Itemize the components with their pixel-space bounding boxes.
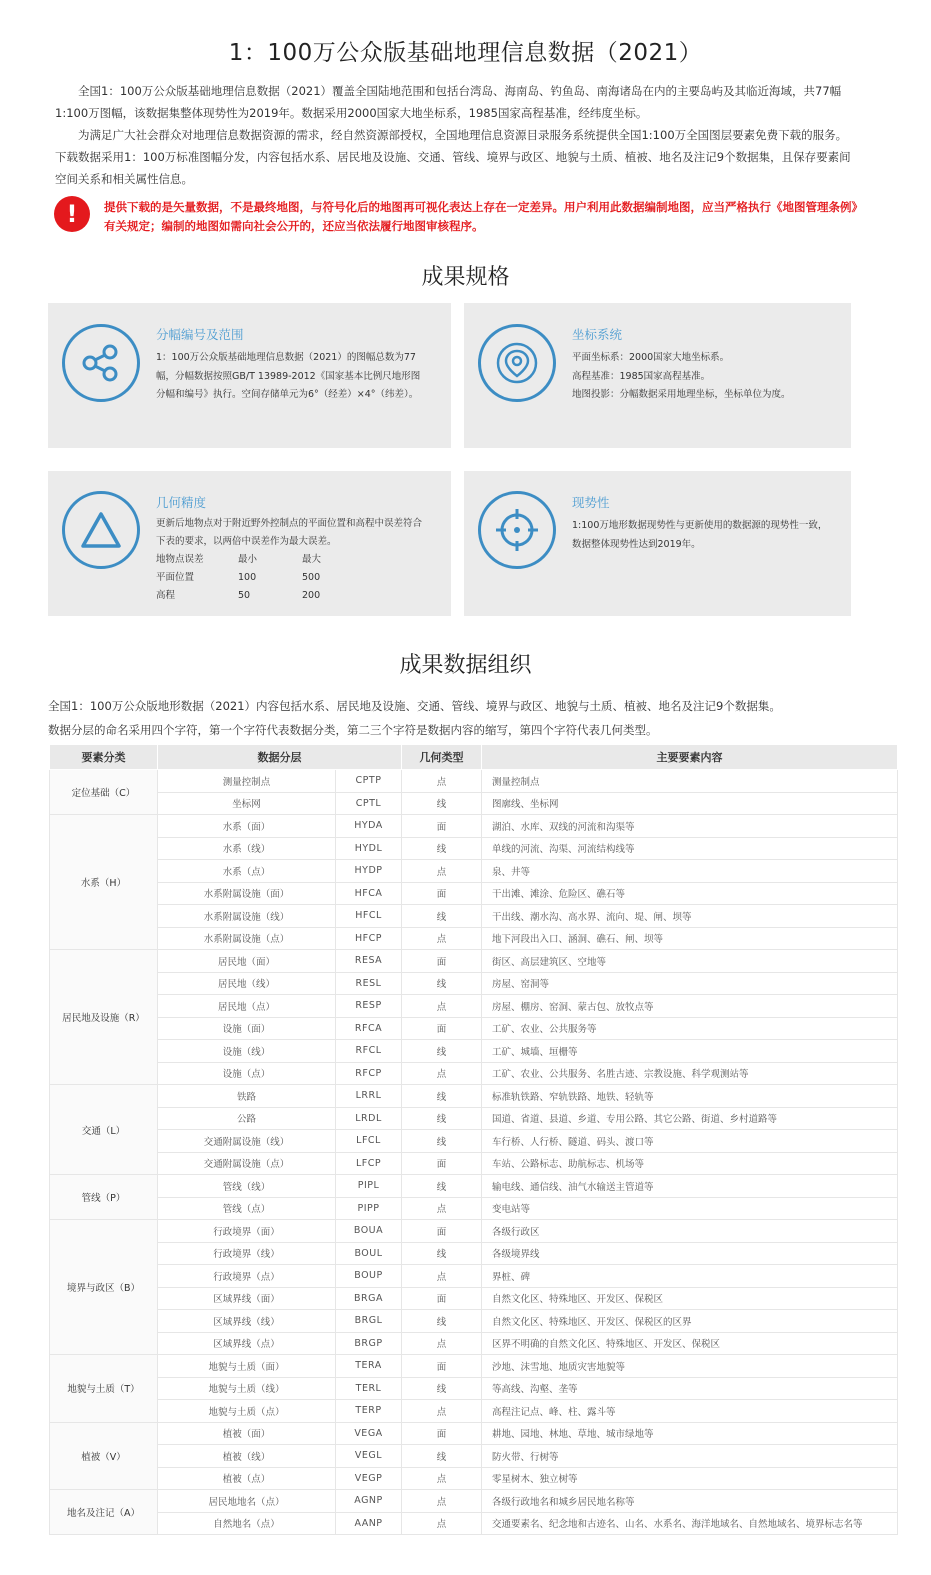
card-title: 分幅编号及范围 [156, 327, 244, 342]
data-org-text [48, 694, 898, 742]
cell-content: 工矿、农业、公共服务、名胜古迹、宗教设施、科学观测站等 [482, 1062, 898, 1085]
cell-geometry: 线 [402, 972, 482, 995]
cell-geometry: 线 [402, 1130, 482, 1153]
card-body: 1:100万地形数据现势性与更新使用的数据源的现势性一致，数据整体现势性达到2019年。 [572, 520, 828, 550]
cell-geometry: 面 [402, 815, 482, 838]
cell-geometry: 线 [402, 905, 482, 928]
table-row [50, 882, 898, 905]
cell-layer-name: 居民地（点） [158, 995, 336, 1018]
cell-geometry: 点 [402, 927, 482, 950]
cell-layer-name: 居民地（线） [158, 972, 336, 995]
cell-content: 界桩、碑 [482, 1265, 898, 1288]
cell-geometry: 线 [402, 1107, 482, 1130]
cell-geometry: 面 [402, 950, 482, 973]
table-row [50, 927, 898, 950]
coord-line-projection: 地图投影：分幅数据采用地理坐标，坐标单位为度。 [572, 389, 791, 400]
cell-layer-code: TERP [336, 1400, 402, 1423]
cell-geometry: 点 [402, 1062, 482, 1085]
cell-content: 各级境界线 [482, 1242, 898, 1265]
cell-layer-name: 地貌与土质（点） [158, 1400, 336, 1423]
cell-layer-code: RESA [336, 950, 402, 973]
table-row [50, 995, 898, 1018]
cell-geometry: 线 [402, 1242, 482, 1265]
accuracy-description: 更新后地物点对于附近野外控制点的平面位置和高程中误差符合下表的要求，以两倍中误差作为最大误差。 [156, 518, 423, 547]
cell-layer-code: LRDL [336, 1107, 402, 1130]
cell-layer-name: 水系附属设施（面） [158, 882, 336, 905]
cell-content: 图廓线、坐标网 [482, 792, 898, 815]
cell-geometry: 点 [402, 770, 482, 793]
card-title: 坐标系统 [572, 327, 623, 342]
cell-content: 车站、公路标志、助航标志、机场等 [482, 1152, 898, 1175]
data-org-line-2: 数据分层的命名采用四个字符，第一个字符代表数据分类，第二三个字符是数据内容的缩写，第四个字符代表几何类型。 [48, 723, 658, 737]
cell-content: 街区、高层建筑区、空地等 [482, 950, 898, 973]
intro-paragraph-2: 为满足广大社会群众对地理信息数据资源的需求，经自然资源部授权，全国地理信息资源目录服务系统提供全国1:100万全国图层要素免费下载的服务。下载数据采用1：100万标准图幅分发，内容包括水系、居民地及设施、交通、管线、境界与政区、地貌与土质、植被、地名及注记9个数据集，且保存要素间空间关系和相关属性信息。 [55, 128, 851, 186]
cell-layer-code: AANP [336, 1512, 402, 1535]
cell-content: 地下河段出入口、涵洞、礁石、闸、坝等 [482, 927, 898, 950]
cell-layer-name: 居民地（面） [158, 950, 336, 973]
cell-layer-code: BOUP [336, 1265, 402, 1288]
card-sheet-range [48, 303, 451, 448]
cell-layer-code: HFCP [336, 927, 402, 950]
table-row [50, 1175, 898, 1198]
exclamation-icon: ! [54, 196, 90, 232]
cell-layer-code: LFCP [336, 1152, 402, 1175]
cell-category: 管线（P） [50, 1175, 158, 1220]
table-row [50, 1422, 898, 1445]
cell-content: 干出线、潮水沟、高水界、流向、堤、闸、坝等 [482, 905, 898, 928]
card-title: 几何精度 [156, 495, 207, 510]
cell-layer-code: TERL [336, 1377, 402, 1400]
accuracy-table-row [156, 587, 426, 605]
cell-layer-code: RFCP [336, 1062, 402, 1085]
table-row [50, 1400, 898, 1423]
accuracy-header-cell: 地物点误差 [156, 554, 204, 565]
cell-geometry: 面 [402, 1152, 482, 1175]
cell-category: 境界与政区（B） [50, 1220, 158, 1355]
cell-geometry: 点 [402, 1400, 482, 1423]
table-row [50, 1490, 898, 1513]
intro-paragraph-1: 全国1：100万公众版基础地理信息数据（2021）覆盖全国陆地范围和包括台湾岛、海南岛、钓鱼岛、南海诸岛在内的主要岛屿及其临近海域，共77幅1:100万图幅，该数据集整体现势性为2019年。数据采用2000国家大地坐标系，1985国家高程基准，经纬度坐标。 [55, 84, 842, 120]
table-row [50, 1130, 898, 1153]
cell-layer-code: PIPL [336, 1175, 402, 1198]
table-row [50, 792, 898, 815]
accuracy-header-cell: 最小 [238, 554, 258, 565]
cell-layer-code: LFCL [336, 1130, 402, 1153]
header-geometry: 几何类型 [402, 745, 482, 770]
cell-layer-code: PIPP [336, 1197, 402, 1220]
card-coordinate-system [464, 303, 851, 448]
table-row [50, 1355, 898, 1378]
cell-layer-code: RFCL [336, 1040, 402, 1063]
cell-layer-code: RESL [336, 972, 402, 995]
cell-content: 自然文化区、特殊地区、开发区、保税区的区界 [482, 1310, 898, 1333]
cell-layer-code: RFCA [336, 1017, 402, 1040]
cell-geometry: 点 [402, 1197, 482, 1220]
cell-content: 各级行政地名和城乡居民地名称等 [482, 1490, 898, 1513]
cell-layer-code: RESP [336, 995, 402, 1018]
table-row [50, 950, 898, 973]
cell-geometry: 面 [402, 882, 482, 905]
cell-content: 湖泊、水库、双线的河流和沟渠等 [482, 815, 898, 838]
warning-notice [52, 196, 862, 236]
cell-layer-code: HFCA [336, 882, 402, 905]
accuracy-cell: 500 [302, 572, 321, 583]
cell-layer-name: 水系（线） [158, 837, 336, 860]
card-currency [464, 471, 851, 616]
cell-geometry: 面 [402, 1017, 482, 1040]
cell-layer-name: 公路 [158, 1107, 336, 1130]
accuracy-cell: 50 [238, 590, 251, 601]
cell-content: 等高线、沟壑、垄等 [482, 1377, 898, 1400]
table-row [50, 1512, 898, 1535]
cell-content: 工矿、农业、公共服务等 [482, 1017, 898, 1040]
cell-geometry: 点 [402, 1490, 482, 1513]
cell-layer-code: LRRL [336, 1085, 402, 1108]
cell-content: 泉、井等 [482, 860, 898, 883]
accuracy-cell: 200 [302, 590, 321, 601]
accuracy-cell: 平面位置 [156, 572, 195, 583]
cell-category: 定位基础（C） [50, 770, 158, 815]
cell-layer-code: CPTL [336, 792, 402, 815]
table-header-row [50, 745, 898, 770]
table-row [50, 1085, 898, 1108]
cell-category: 地名及注记（A） [50, 1490, 158, 1535]
cell-layer-name: 行政境界（线） [158, 1242, 336, 1265]
cell-content: 输电线、通信线、油气水输送主管道等 [482, 1175, 898, 1198]
table-row [50, 1017, 898, 1040]
cell-content: 房屋、窑洞等 [482, 972, 898, 995]
coord-line-plane: 平面坐标系：2000国家大地坐标系。 [572, 352, 730, 363]
cell-geometry: 线 [402, 1175, 482, 1198]
cell-geometry: 面 [402, 1422, 482, 1445]
header-content: 主要要素内容 [482, 745, 898, 770]
cell-content: 工矿、城墙、垣栅等 [482, 1040, 898, 1063]
cell-content: 国道、省道、县道、乡道、专用公路、其它公路、街道、乡村道路等 [482, 1107, 898, 1130]
table-row [50, 1220, 898, 1243]
cell-layer-code: BRGP [336, 1332, 402, 1355]
table-row [50, 837, 898, 860]
table-row [50, 1107, 898, 1130]
table-row [50, 1062, 898, 1085]
intro-text [55, 80, 855, 190]
header-layer: 数据分层 [158, 745, 402, 770]
coord-line-height: 高程基准：1985国家高程基准。 [572, 370, 711, 382]
cell-content: 房屋、棚房、窑洞、蒙古包、放牧点等 [482, 995, 898, 1018]
table-row [50, 1040, 898, 1063]
cell-layer-code: BRGL [336, 1310, 402, 1333]
cell-layer-name: 测量控制点 [158, 770, 336, 793]
cell-layer-code: VEGA [336, 1422, 402, 1445]
cell-layer-name: 水系（面） [158, 815, 336, 838]
cell-layer-name: 铁路 [158, 1085, 336, 1108]
cell-geometry: 点 [402, 1265, 482, 1288]
table-row [50, 1332, 898, 1355]
share-icon [62, 324, 140, 402]
table-row [50, 1152, 898, 1175]
cell-layer-name: 管线（点） [158, 1197, 336, 1220]
cell-layer-code: AGNP [336, 1490, 402, 1513]
cell-layer-name: 设施（面） [158, 1017, 336, 1040]
table-row [50, 860, 898, 883]
card-body: 1：100万公众版基础地理信息数据（2021）的图幅总数为77幅，分幅数据按照GB/T 13989-2012《国家基本比例尺地形图分幅和编号》执行。空间存储单元为6°（经差）×4°（纬差）。 [156, 352, 421, 400]
cell-content: 高程注记点、峰、柱、露斗等 [482, 1400, 898, 1423]
cell-layer-name: 区域界线（面） [158, 1287, 336, 1310]
cell-layer-code: HFCL [336, 905, 402, 928]
cell-layer-code: VEGP [336, 1467, 402, 1490]
cell-layer-code: HYDL [336, 837, 402, 860]
data-layer-table [49, 744, 898, 1535]
data-org-line-1: 全国1：100万公众版地形数据（2021）内容包括水系、居民地及设施、交通、管线、境界与政区、地貌与土质、植被、地名及注记9个数据集。 [48, 699, 781, 713]
cell-layer-code: VEGL [336, 1445, 402, 1468]
cell-geometry: 点 [402, 1467, 482, 1490]
cell-layer-code: BOUL [336, 1242, 402, 1265]
cell-layer-code: TERA [336, 1355, 402, 1378]
card-geometric-accuracy [48, 471, 451, 616]
cell-content: 各级行政区 [482, 1220, 898, 1243]
cell-content: 零星树木、独立树等 [482, 1467, 898, 1490]
accuracy-cell: 高程 [156, 590, 176, 601]
cell-layer-name: 自然地名（点） [158, 1512, 336, 1535]
section-title-specs: 成果规格 [421, 265, 510, 290]
cell-layer-name: 地貌与土质（面） [158, 1355, 336, 1378]
table-row [50, 905, 898, 928]
cell-category: 水系（H） [50, 815, 158, 950]
cell-layer-name: 水系（点） [158, 860, 336, 883]
accuracy-header-cell: 最大 [302, 554, 322, 565]
cell-geometry: 点 [402, 860, 482, 883]
cell-geometry: 点 [402, 1332, 482, 1355]
cell-layer-name: 行政境界（点） [158, 1265, 336, 1288]
cell-layer-name: 地貌与土质（线） [158, 1377, 336, 1400]
cell-content: 防火带、行树等 [482, 1445, 898, 1468]
crosshair-icon [478, 491, 556, 569]
cell-layer-code: HYDP [336, 860, 402, 883]
cell-layer-name: 区域界线（线） [158, 1310, 336, 1333]
cell-layer-name: 植被（线） [158, 1445, 336, 1468]
cell-layer-name: 行政境界（面） [158, 1220, 336, 1243]
cell-content: 干出滩、滩涂、危险区、礁石等 [482, 882, 898, 905]
accuracy-table-header [156, 551, 426, 569]
cell-geometry: 点 [402, 995, 482, 1018]
cell-layer-code: HYDA [336, 815, 402, 838]
table-row [50, 1197, 898, 1220]
page-title: 1：100万公众版基础地理信息数据（2021） [228, 40, 703, 66]
cell-content: 变电站等 [482, 1197, 898, 1220]
cell-content: 交通要素名、纪念地和古迹名、山名、水系名、海洋地域名、自然地域名、境界标志名等 [482, 1512, 898, 1535]
header-category: 要素分类 [50, 745, 158, 770]
location-pin-icon [478, 324, 556, 402]
cell-layer-name: 坐标网 [158, 792, 336, 815]
card-body [156, 515, 426, 605]
cell-layer-name: 交通附属设施（点） [158, 1152, 336, 1175]
accuracy-table-row [156, 569, 426, 587]
table-row [50, 1310, 898, 1333]
cell-layer-name: 管线（线） [158, 1175, 336, 1198]
cell-content: 区界不明确的自然文化区、特殊地区、开发区、保税区 [482, 1332, 898, 1355]
cell-content: 耕地、园地、林地、草地、城市绿地等 [482, 1422, 898, 1445]
table-row [50, 1265, 898, 1288]
table-row [50, 1467, 898, 1490]
cell-geometry: 面 [402, 1220, 482, 1243]
table-row [50, 972, 898, 995]
cell-geometry: 面 [402, 1287, 482, 1310]
cell-layer-name: 设施（线） [158, 1040, 336, 1063]
cell-layer-name: 交通附属设施（线） [158, 1130, 336, 1153]
cell-layer-code: CPTP [336, 770, 402, 793]
cell-layer-name: 水系附属设施（线） [158, 905, 336, 928]
table-row [50, 770, 898, 793]
section-title-data-org: 成果数据组织 [399, 653, 532, 678]
table-row [50, 1445, 898, 1468]
table-row [50, 1287, 898, 1310]
table-row [50, 1377, 898, 1400]
cell-category: 居民地及设施（R） [50, 950, 158, 1085]
cell-geometry: 面 [402, 1355, 482, 1378]
cell-layer-name: 居民地地名（点） [158, 1490, 336, 1513]
cell-geometry: 线 [402, 837, 482, 860]
cell-category: 植被（V） [50, 1422, 158, 1490]
cell-geometry: 线 [402, 1085, 482, 1108]
table-row [50, 1242, 898, 1265]
cell-category: 地貌与土质（T） [50, 1355, 158, 1423]
table-row [50, 815, 898, 838]
cell-content: 自然文化区、特殊地区、开发区、保税区 [482, 1287, 898, 1310]
cell-geometry: 线 [402, 1377, 482, 1400]
cell-category: 交通（L） [50, 1085, 158, 1175]
cell-content: 车行桥、人行桥、隧道、码头、渡口等 [482, 1130, 898, 1153]
cell-layer-name: 设施（点） [158, 1062, 336, 1085]
cell-content: 单线的河流、沟渠、河流结构线等 [482, 837, 898, 860]
card-title: 现势性 [572, 495, 610, 510]
cell-geometry: 线 [402, 1310, 482, 1333]
accuracy-cell: 100 [238, 572, 257, 583]
cell-layer-name: 植被（面） [158, 1422, 336, 1445]
cell-geometry: 线 [402, 1040, 482, 1063]
cell-layer-name: 植被（点） [158, 1467, 336, 1490]
cell-geometry: 线 [402, 1445, 482, 1468]
cell-layer-name: 水系附属设施（点） [158, 927, 336, 950]
card-body [572, 349, 842, 405]
cell-content: 标准轨铁路、窄轨铁路、地铁、轻轨等 [482, 1085, 898, 1108]
cell-geometry: 点 [402, 1512, 482, 1535]
cell-layer-code: BRGA [336, 1287, 402, 1310]
warning-text: 提供下载的是矢量数据，不是最终地图，与符号化后的地图再可视化表达上存在一定差异。用户利用此数据编制地图，应当严格执行《地图管理条例》有关规定；编制的地图如需向社会公开的，还应当依法履行地图审核程序。 [104, 200, 863, 233]
cell-content: 测量控制点 [482, 770, 898, 793]
cell-content: 沙地、沫雪地、地质灾害地貌等 [482, 1355, 898, 1378]
cell-layer-code: BOUA [336, 1220, 402, 1243]
cell-layer-name: 区域界线（点） [158, 1332, 336, 1355]
triangle-icon [62, 491, 140, 569]
cell-geometry: 线 [402, 792, 482, 815]
